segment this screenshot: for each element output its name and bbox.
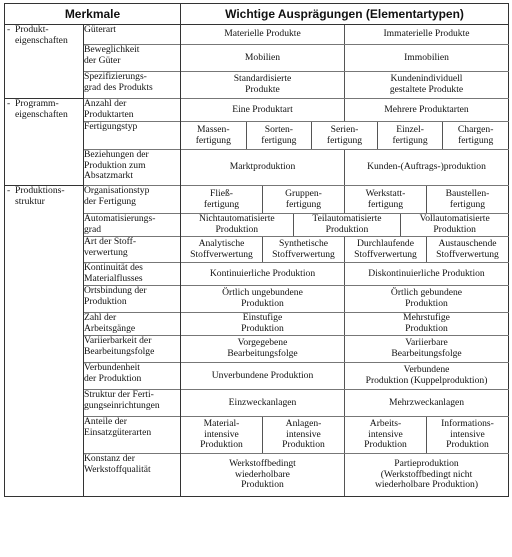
feature-cell: [84, 313, 181, 336]
value-cell: [344, 417, 426, 453]
table-body: [5, 25, 509, 497]
values-cell: [181, 45, 509, 72]
feature-cell: [84, 237, 181, 263]
values-cell: [181, 313, 509, 336]
table-row: [5, 99, 509, 122]
value-label: Vollautomatisierte Produktion: [419, 213, 490, 235]
value-label: Teilautomatisierte Produktion: [312, 213, 382, 235]
group-label: Programm- eigenschaften: [15, 98, 68, 120]
value-cell: [181, 417, 262, 453]
value-label: Werkstoffbedingt wiederholbare Produktion: [229, 458, 296, 491]
value-cell: [181, 99, 344, 121]
value-cell: [344, 454, 508, 496]
value-cell: [344, 313, 508, 335]
value-label: Durchlaufende Stoffverwertung: [354, 237, 417, 260]
feature-label: Beweglichkeit der Güter: [84, 44, 140, 66]
table-header-row: [5, 4, 509, 25]
feature-label: Beziehungen der Produktion zum Absatzmarkt: [84, 149, 149, 182]
values-cell: [181, 390, 509, 417]
value-label: Informations- intensive Produktion: [441, 418, 494, 451]
value-cell: [181, 150, 344, 185]
value-cell: [344, 25, 508, 44]
value-cell: [181, 286, 344, 312]
value-label: Baustellen- fertigung: [445, 187, 490, 210]
value-cell: [344, 286, 508, 312]
group-label: Produkt- eigenschaften: [15, 24, 68, 46]
value-label: Massen- fertigung: [195, 123, 231, 146]
values-cell: [181, 72, 509, 99]
value-cell: [181, 313, 344, 335]
group-cell: [5, 25, 84, 99]
feature-cell: [84, 336, 181, 363]
feature-cell: [84, 45, 181, 72]
value-label: Kontinuierliche Produktion: [209, 267, 316, 279]
value-cell: [181, 237, 262, 262]
morphological-table-page: [4, 3, 508, 497]
values-cell: [181, 25, 509, 45]
value-label: Mehrstufige Produktion: [403, 312, 450, 334]
value-label: Standardisierte Produkte: [233, 73, 292, 95]
value-cell: [181, 263, 344, 285]
feature-cell: [84, 99, 181, 122]
value-label: Chargen- fertigung: [457, 123, 494, 146]
feature-label: Kontinuität des Materialflusses: [84, 262, 143, 284]
value-cell: [262, 186, 344, 213]
value-label: Vorgegebene Bearbeitungsfolge: [227, 337, 298, 359]
value-cell: [262, 417, 344, 453]
value-cell: [426, 237, 508, 262]
value-label: Arbeits- intensive Produktion: [364, 418, 407, 451]
values-cell: [181, 417, 509, 454]
value-cell: [181, 363, 344, 389]
feature-label: Struktur der Ferti- gungseinrichtungen: [84, 389, 160, 411]
feature-cell: [84, 214, 181, 237]
value-cell: [344, 72, 508, 98]
value-cell: [426, 186, 508, 213]
value-label: Anlagen- intensive Produktion: [282, 418, 325, 451]
value-cell: [344, 237, 426, 262]
value-cell: [344, 336, 508, 362]
group-bullet: -: [7, 98, 11, 109]
value-cell: [181, 45, 344, 71]
values-cell: [181, 99, 509, 122]
feature-label: Organisationstyp der Fertigung: [84, 185, 150, 207]
feature-cell: [84, 454, 181, 497]
value-cell: [344, 263, 508, 285]
values-cell: [181, 363, 509, 390]
value-label: Immaterielle Produkte: [383, 28, 470, 40]
value-label: Einzweckanlagen: [228, 396, 297, 408]
value-label: Material- intensive Produktion: [200, 418, 243, 451]
values-cell: [181, 122, 509, 150]
value-cell: [377, 122, 443, 149]
group-bullet: -: [7, 185, 11, 196]
table-row: [5, 25, 509, 45]
group-cell: [5, 99, 84, 186]
header-auspraegungen: Wichtige Ausprägungen (Elementartypen): [181, 4, 509, 25]
value-cell: [311, 122, 377, 149]
feature-cell: [84, 150, 181, 186]
feature-cell: [84, 263, 181, 286]
value-cell: [344, 45, 508, 71]
feature-label: Zahl der Arbeitsgänge: [84, 312, 136, 334]
value-cell: [344, 390, 508, 416]
header-merkmale: Merkmale: [5, 4, 181, 25]
values-cell: [181, 214, 509, 237]
value-cell: [181, 72, 344, 98]
feature-label: Spezifizierungs- grad des Produkts: [84, 71, 153, 93]
feature-cell: [84, 286, 181, 313]
feature-cell: [84, 363, 181, 390]
feature-label: Anteile der Einsatzgüterarten: [84, 416, 152, 438]
value-label: Einstufige Produktion: [241, 312, 284, 334]
values-cell: [181, 186, 509, 214]
feature-cell: [84, 390, 181, 417]
value-label: Kunden-(Auftrags-)produktion: [367, 161, 486, 173]
value-cell: [262, 237, 344, 262]
value-label: Immobilien: [404, 51, 449, 63]
feature-label: Automatisierungs- grad: [84, 213, 156, 235]
feature-label: Güterart: [84, 24, 116, 35]
value-cell: [344, 150, 508, 185]
value-cell: [181, 454, 344, 496]
value-cell: [181, 186, 262, 213]
feature-cell: [84, 25, 181, 45]
value-label: Fließ- fertigung: [203, 187, 240, 210]
values-cell: [181, 237, 509, 263]
values-cell: [181, 454, 509, 497]
group-label: Produktions- struktur: [15, 185, 65, 207]
feature-label: Art der Stoff- verwertung: [84, 236, 137, 258]
value-label: Austauschende Stoffverwertung: [436, 237, 499, 260]
table-row: [5, 186, 509, 214]
feature-cell: [84, 72, 181, 99]
value-label: Diskontinuierliche Produktion: [368, 267, 485, 279]
values-cell: [181, 336, 509, 363]
values-cell: [181, 286, 509, 313]
feature-label: Konstanz der Werkstoffqualität: [84, 453, 151, 475]
feature-cell: [84, 122, 181, 150]
value-label: Mehrere Produktarten: [384, 103, 469, 115]
value-cell: [181, 25, 344, 44]
value-label: Mehrzweckanlagen: [388, 396, 465, 408]
value-label: Marktproduktion: [229, 161, 296, 173]
value-label: Serien- fertigung: [326, 123, 363, 146]
value-cell: [246, 122, 312, 149]
value-cell: [181, 122, 246, 149]
value-cell: [344, 99, 508, 121]
morphological-table: [4, 3, 509, 497]
feature-label: Ortsbindung der Produktion: [84, 285, 147, 307]
value-cell: [293, 214, 401, 236]
value-cell: [344, 186, 426, 213]
feature-cell: [84, 417, 181, 454]
value-label: Partieproduktion (Werkstoffbedingt nicht wiederholbare Produktion): [374, 458, 479, 491]
value-label: Eine Produktart: [232, 103, 293, 115]
value-label: Gruppen- fertigung: [285, 187, 322, 210]
value-label: Kundenindividuell gestaltete Produkte: [389, 73, 464, 95]
group-bullet: -: [7, 24, 11, 35]
value-label: Örtlich gebundene Produktion: [390, 287, 463, 309]
value-label: Sorten- fertigung: [261, 123, 297, 146]
value-label: Synthetische Stoffverwertung: [272, 237, 335, 260]
value-label: Mobilien: [244, 51, 281, 63]
value-label: Örtlich ungebundene Produktion: [222, 287, 303, 309]
feature-label: Variierbarkeit der Bearbeitungsfolge: [84, 335, 155, 357]
value-cell: [400, 214, 508, 236]
value-cell: [181, 390, 344, 416]
value-label: Verbundene Produktion (Kuppelproduktion): [365, 364, 488, 386]
value-cell: [426, 417, 508, 453]
value-label: Werkstatt- fertigung: [365, 187, 406, 210]
value-label: Materielle Produkte: [224, 28, 301, 40]
feature-label: Anzahl der Produktarten: [84, 98, 134, 120]
value-cell: [181, 336, 344, 362]
value-cell: [344, 363, 508, 389]
value-label: Unverbundene Produktion: [211, 369, 314, 381]
value-cell: [442, 122, 508, 149]
value-cell: [181, 214, 293, 236]
feature-label: Verbundenheit der Produktion: [84, 362, 142, 384]
value-label: Variierbare Bearbeitungsfolge: [391, 337, 462, 359]
feature-cell: [84, 186, 181, 214]
value-label: Analytische Stoffverwertung: [190, 237, 253, 260]
feature-label: Fertigungstyp: [84, 121, 138, 132]
values-cell: [181, 263, 509, 286]
value-label: Einzel- fertigung: [392, 123, 428, 146]
group-cell: [5, 186, 84, 497]
values-cell: [181, 150, 509, 186]
value-label: Nichtautomatisierte Produktion: [198, 213, 275, 235]
